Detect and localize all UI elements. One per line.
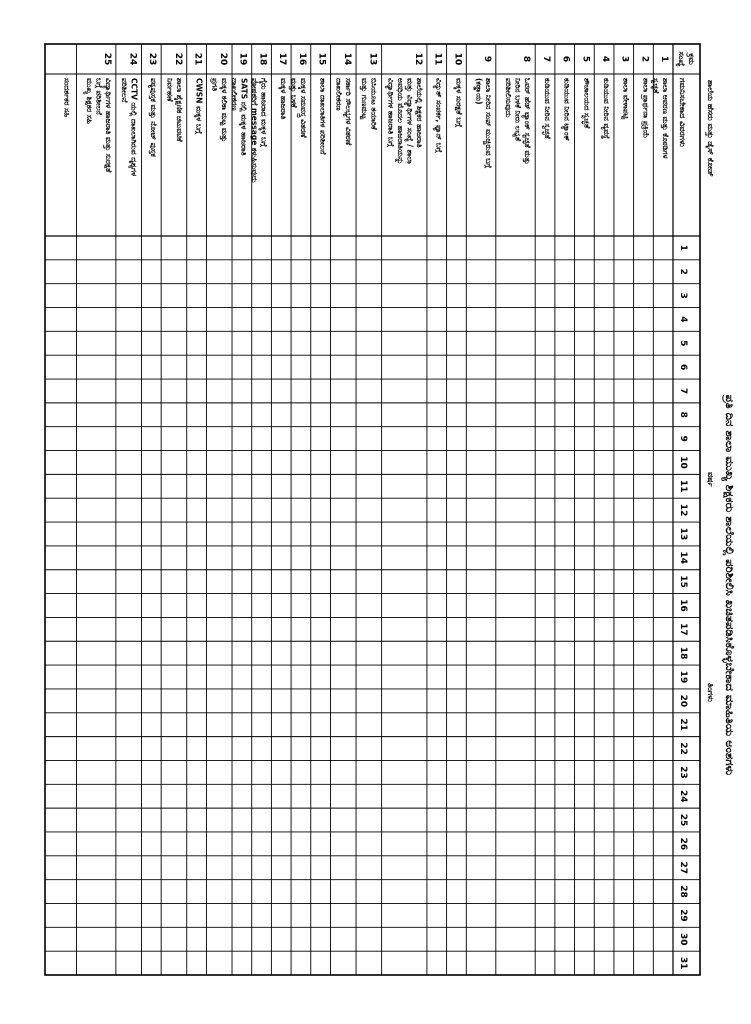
item-header: ಗಮನಿಸಬೇಕಾದ ವಿವರಗಳು xyxy=(678,78,687,147)
row-item-text: ಕುಡಿಯುವ ನೀರಿನ ಸ್ವಚ್ಛತೆ xyxy=(542,78,552,139)
row-item-text: ಶಾಲಾ ನೀರಿನ ಸಂಪ್ ಮುಚ್ಚಿರುವ ಬಗ್ಗೆ xyxy=(483,78,493,169)
row-item-text: ಪರಿಶೀಲನೆ xyxy=(119,78,129,103)
row-number: 5 xyxy=(580,55,591,63)
day-number: 17 xyxy=(678,623,688,636)
row-item-text: ಪ್ರಗತಿ xyxy=(210,78,220,92)
row-item-text: ನಿರ್ವಹಣೆ xyxy=(165,78,175,102)
row-item-text: ಶಾಲಾ ದಾಖಲಾತಿಗಳ ಪರಿಶೀಲನೆ xyxy=(318,78,328,155)
row-item-text: ಗೈರು ಹಾಜರಾದ ಮಕ್ಕಳ ಬಗ್ಗೆ xyxy=(259,78,269,147)
form-title: ಪ್ರತಿ ದಿನ ಶಾಲಾ ಮುಖ್ಯ ಶಿಕ್ಷಕರು ಶಾಲೆಯಲ್ಲಿ ಪರಿಶೀಲಿಸಿ ಖಚಿತಪಡಿಸಿಕೊಳ್ಳಬೇಕಾದ ಮಾಹಿತಿಯ ಅಂಶಗಳು xyxy=(723,394,737,776)
row-number: 7 xyxy=(540,55,551,63)
day-number: 13 xyxy=(678,527,688,541)
row-item-text: ದಾಖಲೀಕರಣ xyxy=(230,78,240,111)
day-number: 25 xyxy=(678,813,688,827)
row-item-text: ಶಾಲೆಯಲ್ಲಿ ಶಿಕ್ಷಕರ ಹಾಜರಾತಿ xyxy=(414,78,424,148)
row-item-text: ಶಾಲಾ ಆವರಣ ಮತ್ತು ಕೊಠಡಿಗಳ xyxy=(661,78,670,159)
day-number: 3 xyxy=(678,292,688,299)
day-number: 10 xyxy=(678,456,688,469)
row-item-text: ಪೋಷಕರಿಗೆ message ಕಳುಹಿಸುವುದು xyxy=(249,78,259,183)
day-number: 11 xyxy=(678,480,688,493)
row-number: 25 xyxy=(101,52,112,66)
row-item-text: ಸರ್ಕಾರಿ ಸೌಲಭ್ಯಗಳ ವಿತರಣೆ xyxy=(344,78,354,146)
day-number: 15 xyxy=(678,575,688,588)
row-item-text: ಅವಧಿಯ ಮೊದಲ ಹಾಜರಾತಿಯನ್ನು xyxy=(395,78,405,165)
day-number: 24 xyxy=(678,789,688,803)
row-number: 3 xyxy=(619,55,630,63)
row-number: 15 xyxy=(316,52,327,66)
row-item-text: ಪಠ್ಯಪುಸ್ತಕ ಮತ್ತು ನೋಟ್ ಪುಸ್ತಕ xyxy=(149,78,159,157)
row-number: 12 xyxy=(412,52,423,66)
day-number: 19 xyxy=(678,670,688,684)
day-number: 14 xyxy=(678,551,688,565)
row-item-text: ಶಾಲಾ ಪ್ರಾರ್ಥನಾ ಪ್ರಕ್ರಿಯೆ xyxy=(641,78,651,139)
row-number: 2 xyxy=(639,55,650,63)
row-item-text: ಮಕ್ಕಳ ಸುರಕ್ಷತೆ ಬಗ್ಗೆ xyxy=(454,78,464,128)
day-number: 29 xyxy=(678,909,688,922)
day-number: 16 xyxy=(678,599,688,612)
row-number: 17 xyxy=(277,52,288,66)
row-item-text: ವಿದ್ಯಾರ್ಥಿಗಳ ಹಾಜರಾತಿ ಬಗ್ಗೆ xyxy=(386,78,396,147)
row-number: 22 xyxy=(172,52,183,66)
row-number: 9 xyxy=(481,55,492,63)
month-label: ತಿಂಗಳು xyxy=(706,683,715,702)
row-item-text: ಮತ್ತು ವಿದ್ಯಾರ್ಥಿಗಳ ಸಂಖ್ಯೆ / ಶಾಲಾ xyxy=(405,78,415,164)
row-number: 10 xyxy=(452,52,463,66)
day-number: 30 xyxy=(678,932,688,946)
row-item-text: ವಿದ್ಯಾರ್ಥಿಗಳ ಹಾಜರಾತಿ ಮತ್ತು ಸುರಕ್ಷತೆ xyxy=(103,78,113,173)
row-number: 18 xyxy=(257,52,268,66)
year-label: ವರ್ಷ xyxy=(706,472,715,487)
row-item-text: ಶಾಲಾ ವೇಳಾಪಟ್ಟಿ xyxy=(621,78,631,120)
row-item-text: ನೀರಿನ ಬಳಕೆ ನೀರು ಲಭ್ಯತೆ xyxy=(513,78,523,142)
day-number: 6 xyxy=(678,363,688,371)
day-number: 22 xyxy=(678,742,688,755)
row-number: 4 xyxy=(599,55,610,63)
day-number: 31 xyxy=(678,956,688,970)
row-item-text: ಮಕ್ಕಳ ಹಾಜರಾತಿ xyxy=(279,78,289,120)
day-number: 28 xyxy=(678,885,688,898)
day-number: 27 xyxy=(678,861,688,874)
row-number: 19 xyxy=(237,52,248,66)
row-item-text: ಮುಖ್ಯ ಶಿಕ್ಷಕರ ಸಹಿ xyxy=(84,78,94,124)
row-item-text: SATS ನಲ್ಲಿ ಮಕ್ಕಳ ಹಾಜರಾತಿ xyxy=(239,78,249,156)
row-number: 14 xyxy=(342,52,353,66)
day-number: 5 xyxy=(678,340,688,347)
row-item-text: ಬಿಸಿಯೂಟ ತಯಾರಿಕೆ xyxy=(369,78,379,130)
day-number: 8 xyxy=(678,411,688,418)
row-item-text: CCTV ಯಲ್ಲಿ ದಾಖಲಾಗಿರುವ ದೃಶ್ಯಗಳ xyxy=(129,78,139,177)
row-number: 23 xyxy=(147,52,158,66)
school-name-label: ಶಾಲೆಯ ಹೆಸರು ಮತ್ತು ಡೈಸ್ ಕೋಡ್ xyxy=(706,80,715,177)
day-number: 1 xyxy=(678,244,688,252)
row-item-text: ಮಕ್ಕಳ ಕಲಿಕಾ ಮಟ್ಟ ಮತ್ತು xyxy=(220,78,230,143)
row-item-text: ಕುಡಿಯುವ ನೀರಿನ ವ್ಯವಸ್ಥೆ xyxy=(601,78,611,140)
row-item-text: CWSN ಮಕ್ಕಳ ಬಗ್ಗೆ xyxy=(194,78,204,134)
day-number: 9 xyxy=(678,435,688,442)
row-number: 24 xyxy=(127,52,138,66)
row-item-text: ಪರಿಶೀಲಿಸುವುದು xyxy=(504,78,514,118)
row-number: 1 xyxy=(659,55,669,63)
row-item-text: (ಕಡ್ಡಾಯ) xyxy=(474,78,484,105)
row-item-text: ವಿದ್ಯುತ್ ಸಂಪರ್ಕ, ಫ್ಯಾನ್ ಬಗ್ಗೆ xyxy=(434,78,444,153)
day-number: 20 xyxy=(678,694,688,708)
row-item-text: ಮತ್ತು ಗುಣಮಟ್ಟ xyxy=(360,78,370,120)
day-number: 12 xyxy=(678,503,688,517)
row-number: 8 xyxy=(521,55,532,63)
row-item-text: ದಾಖಲೀಕರಣ xyxy=(334,78,344,111)
row-number: 6 xyxy=(560,55,571,63)
row-item-text: ಶಾಲಾ ಶೈಕ್ಷಣಿಕ ಚಟುವಟಿಕೆ xyxy=(174,78,184,142)
visitor-signature-label: ಸಂದರ್ಶಕರ ಸಹಿ xyxy=(62,78,72,118)
day-number: 4 xyxy=(678,316,688,323)
row-number: 20 xyxy=(218,52,229,66)
row-item-text: ಮತ್ತು ಬಳಕೆ xyxy=(289,78,299,108)
row-item-text: ಮಕ್ಕಳ ಸಮವಸ್ತ್ರ ವಿತರಣೆ xyxy=(298,78,308,138)
row-number: 16 xyxy=(296,52,307,66)
day-number: 21 xyxy=(678,718,688,731)
day-number: 7 xyxy=(678,387,688,395)
row-number: 11 xyxy=(432,52,443,66)
day-number: 26 xyxy=(678,837,688,851)
sl-header: ಕ್ರಮ xyxy=(687,53,696,65)
day-number: 23 xyxy=(678,766,688,779)
row-number: 21 xyxy=(192,52,203,66)
row-item-text: ಸ್ವಚ್ಛತೆ xyxy=(651,78,661,94)
day-number: 2 xyxy=(678,268,688,275)
row-item-text: ಬಗ್ಗೆ ಪರಿಶೀಲನೆ xyxy=(94,78,104,115)
row-number: 13 xyxy=(367,52,378,66)
day-number: 18 xyxy=(678,646,688,660)
row-item-text: ಕುಡಿಯುವ ನೀರಿನ ಟ್ಯಾಂಕ್ xyxy=(562,78,572,142)
row-item-text: ಶೌಚಾಲಯದ ಸ್ವಚ್ಛತೆ xyxy=(582,78,592,129)
row-item-text: ಓವರ್ ಹೆಡ್ ಟ್ಯಾಂಕ್ ಸ್ವಚ್ಛತೆ ಮತ್ತು xyxy=(523,78,533,165)
sl-header: ಸಂಖ್ಯೆ xyxy=(677,51,686,67)
